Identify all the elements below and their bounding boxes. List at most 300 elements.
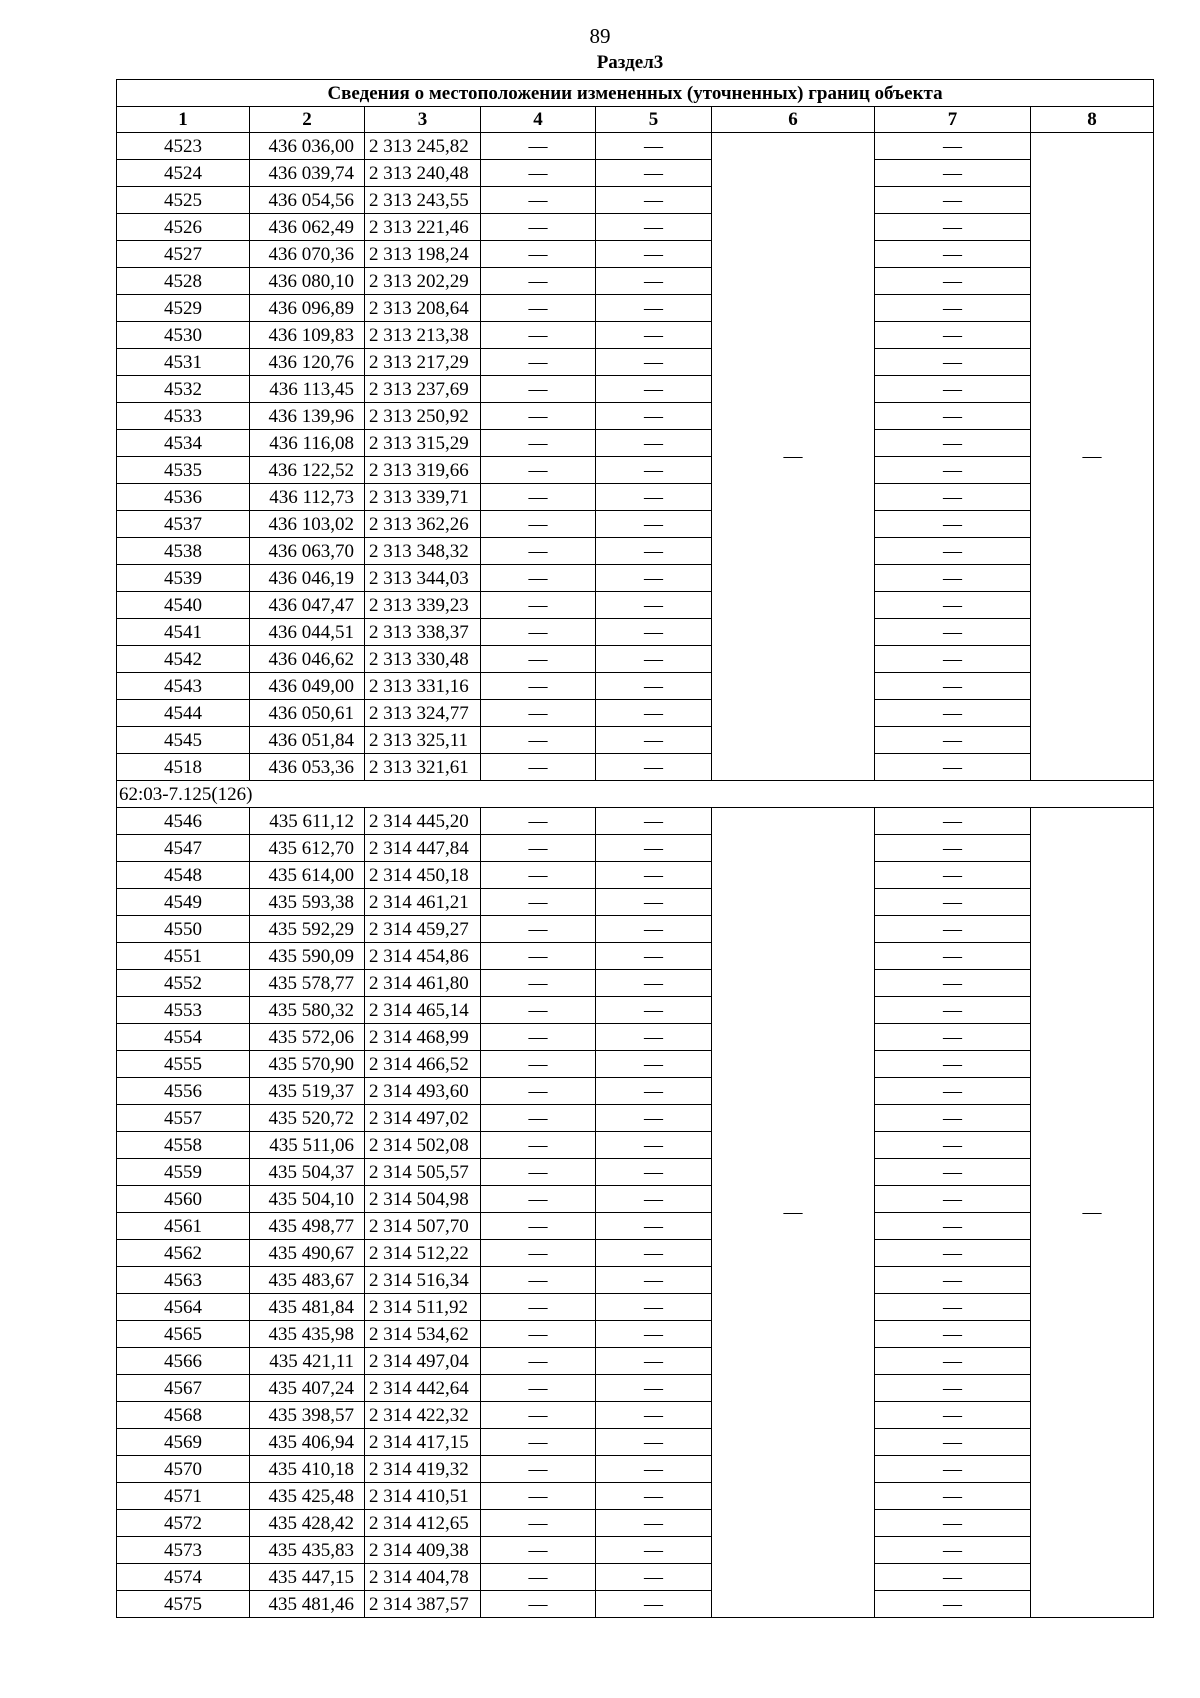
point-number: 4562 (117, 1240, 250, 1267)
coordinate-x: 435 520,72 (250, 1105, 365, 1132)
table-caption: Сведения о местоположении измененных (уточненных) границ объекта (117, 80, 1154, 107)
section-title: Раздел3 (596, 52, 664, 73)
coordinate-x: 435 572,06 (250, 1024, 365, 1051)
col5-value: — (596, 1240, 712, 1267)
coordinate-y: 2 314 417,15 (365, 1429, 481, 1456)
table-row (117, 133, 1154, 160)
table-row (117, 1375, 1154, 1402)
col5-value: — (596, 1402, 712, 1429)
table-row (117, 214, 1154, 241)
col4-value: — (481, 1429, 596, 1456)
coordinate-x: 435 612,70 (250, 835, 365, 862)
point-number: 4568 (117, 1402, 250, 1429)
col5-value: — (596, 1024, 712, 1051)
coordinate-x: 435 481,46 (250, 1591, 365, 1618)
point-number: 4549 (117, 889, 250, 916)
col4-value: — (481, 1348, 596, 1375)
coordinate-y: 2 314 502,08 (365, 1132, 481, 1159)
coordinate-y: 2 314 419,32 (365, 1456, 481, 1483)
col7-value: — (875, 376, 1031, 403)
table-row (117, 322, 1154, 349)
point-number: 4540 (117, 592, 250, 619)
col7-value: — (875, 538, 1031, 565)
coordinate-y: 2 313 208,64 (365, 295, 481, 322)
point-number: 4530 (117, 322, 250, 349)
col7-value: — (875, 916, 1031, 943)
coordinate-y: 2 314 468,99 (365, 1024, 481, 1051)
col4-value: — (481, 295, 596, 322)
column-header: 3 (365, 107, 481, 133)
coordinate-y: 2 313 221,46 (365, 214, 481, 241)
col7-value: — (875, 646, 1031, 673)
table-row (117, 538, 1154, 565)
coordinate-x: 436 120,76 (250, 349, 365, 376)
table-row (117, 997, 1154, 1024)
table-row (117, 1510, 1154, 1537)
col7-value: — (875, 1375, 1031, 1402)
point-number: 4524 (117, 160, 250, 187)
table-row (117, 187, 1154, 214)
point-number: 4547 (117, 835, 250, 862)
col7-value: — (875, 1402, 1031, 1429)
col5-value: — (596, 1186, 712, 1213)
col5-value: — (596, 1105, 712, 1132)
col4-value: — (481, 1456, 596, 1483)
col5-value: — (596, 997, 712, 1024)
coordinate-y: 2 314 504,98 (365, 1186, 481, 1213)
col5-value: — (596, 160, 712, 187)
coordinate-y: 2 313 324,77 (365, 700, 481, 727)
point-number: 4572 (117, 1510, 250, 1537)
table-row (117, 295, 1154, 322)
coordinate-y: 2 314 445,20 (365, 808, 481, 835)
col4-value: — (481, 511, 596, 538)
table-row (117, 1213, 1154, 1240)
coordinate-x: 436 122,52 (250, 457, 365, 484)
table-row (117, 970, 1154, 997)
coordinate-y: 2 313 344,03 (365, 565, 481, 592)
col7-value: — (875, 484, 1031, 511)
col5-value: — (596, 349, 712, 376)
coordinate-x: 435 590,09 (250, 943, 365, 970)
point-number: 4550 (117, 916, 250, 943)
coordinate-y: 2 314 507,70 (365, 1213, 481, 1240)
col4-value: — (481, 1537, 596, 1564)
col4-value: — (481, 916, 596, 943)
coordinate-x: 435 435,98 (250, 1321, 365, 1348)
coordinate-x: 436 112,73 (250, 484, 365, 511)
coordinate-x: 435 519,37 (250, 1078, 365, 1105)
table-row (117, 376, 1154, 403)
col4-value: — (481, 133, 596, 160)
point-number: 4551 (117, 943, 250, 970)
col6-value: — (712, 133, 875, 781)
point-number: 4554 (117, 1024, 250, 1051)
coordinate-x: 435 614,00 (250, 862, 365, 889)
col4-value: — (481, 619, 596, 646)
coordinate-y: 2 313 339,23 (365, 592, 481, 619)
point-number: 4553 (117, 997, 250, 1024)
coordinate-y: 2 314 461,21 (365, 889, 481, 916)
point-number: 4523 (117, 133, 250, 160)
point-number: 4567 (117, 1375, 250, 1402)
col4-value: — (481, 997, 596, 1024)
table-row (117, 1159, 1154, 1186)
col7-value: — (875, 835, 1031, 862)
coordinate-x: 435 425,48 (250, 1483, 365, 1510)
coordinate-x: 436 046,62 (250, 646, 365, 673)
coordinate-y: 2 314 459,27 (365, 916, 481, 943)
point-number: 4533 (117, 403, 250, 430)
coordinate-x: 436 039,74 (250, 160, 365, 187)
col5-value: — (596, 295, 712, 322)
col4-value: — (481, 241, 596, 268)
point-number: 4543 (117, 673, 250, 700)
coordinate-x: 436 063,70 (250, 538, 365, 565)
coordinate-x: 435 593,38 (250, 889, 365, 916)
point-number: 4541 (117, 619, 250, 646)
table-row (117, 943, 1154, 970)
col7-value: — (875, 133, 1031, 160)
col5-value: — (596, 1510, 712, 1537)
table-row (117, 754, 1154, 781)
col5-value: — (596, 619, 712, 646)
col5-value: — (596, 592, 712, 619)
coordinate-y: 2 313 202,29 (365, 268, 481, 295)
col5-value: — (596, 754, 712, 781)
coordinate-x: 436 046,19 (250, 565, 365, 592)
table-row (117, 1321, 1154, 1348)
coordinate-y: 2 313 198,24 (365, 241, 481, 268)
coordinate-x: 435 406,94 (250, 1429, 365, 1456)
col4-value: — (481, 1240, 596, 1267)
col4-value: — (481, 1051, 596, 1078)
col7-value: — (875, 430, 1031, 457)
coordinate-x: 436 049,00 (250, 673, 365, 700)
col5-value: — (596, 1159, 712, 1186)
coordinate-x: 435 580,32 (250, 997, 365, 1024)
col7-value: — (875, 565, 1031, 592)
coordinate-y: 2 314 516,34 (365, 1267, 481, 1294)
column-header: 8 (1031, 107, 1154, 133)
coordinate-y: 2 314 534,62 (365, 1321, 481, 1348)
col5-value: — (596, 1348, 712, 1375)
col7-value: — (875, 619, 1031, 646)
coordinate-x: 435 570,90 (250, 1051, 365, 1078)
coordinate-x: 436 054,56 (250, 187, 365, 214)
col4-value: — (481, 430, 596, 457)
col7-value: — (875, 754, 1031, 781)
point-number: 4564 (117, 1294, 250, 1321)
col7-value: — (875, 241, 1031, 268)
col7-value: — (875, 889, 1031, 916)
table-row (117, 889, 1154, 916)
col7-value: — (875, 673, 1031, 700)
point-number: 4571 (117, 1483, 250, 1510)
coordinate-y: 2 314 466,52 (365, 1051, 481, 1078)
col7-value: — (875, 1456, 1031, 1483)
point-number: 4527 (117, 241, 250, 268)
col4-value: — (481, 970, 596, 997)
col5-value: — (596, 1321, 712, 1348)
point-number: 4531 (117, 349, 250, 376)
col4-value: — (481, 1159, 596, 1186)
col5-value: — (596, 511, 712, 538)
coordinate-x: 435 428,42 (250, 1510, 365, 1537)
coordinate-y: 2 314 410,51 (365, 1483, 481, 1510)
col7-value: — (875, 1159, 1031, 1186)
coordinate-x: 436 080,10 (250, 268, 365, 295)
col5-value: — (596, 943, 712, 970)
col5-value: — (596, 727, 712, 754)
table-body (117, 133, 1154, 1618)
col4-value: — (481, 1132, 596, 1159)
table-row (117, 457, 1154, 484)
col4-value: — (481, 322, 596, 349)
table-row (117, 1105, 1154, 1132)
coordinate-y: 2 314 454,86 (365, 943, 481, 970)
point-number: 4536 (117, 484, 250, 511)
table-row (117, 160, 1154, 187)
col7-value: — (875, 727, 1031, 754)
table-row (117, 1591, 1154, 1618)
col4-value: — (481, 1024, 596, 1051)
table-row (117, 700, 1154, 727)
boundary-coordinates-table (116, 79, 1154, 1618)
table-row (117, 1294, 1154, 1321)
col5-value: — (596, 1456, 712, 1483)
table-row (117, 268, 1154, 295)
coordinate-x: 435 611,12 (250, 808, 365, 835)
point-number: 4560 (117, 1186, 250, 1213)
coordinate-y: 2 314 465,14 (365, 997, 481, 1024)
col4-value: — (481, 862, 596, 889)
coordinate-x: 435 511,06 (250, 1132, 365, 1159)
coordinate-y: 2 313 338,37 (365, 619, 481, 646)
coordinate-y: 2 314 497,02 (365, 1105, 481, 1132)
col5-value: — (596, 430, 712, 457)
table-row (117, 1132, 1154, 1159)
col4-value: — (481, 1078, 596, 1105)
group-row (117, 781, 1154, 808)
col5-value: — (596, 241, 712, 268)
col4-value: — (481, 1402, 596, 1429)
coordinate-x: 435 483,67 (250, 1267, 365, 1294)
point-number: 4574 (117, 1564, 250, 1591)
col7-value: — (875, 160, 1031, 187)
col5-value: — (596, 646, 712, 673)
point-number: 4569 (117, 1429, 250, 1456)
col7-value: — (875, 1186, 1031, 1213)
point-number: 4532 (117, 376, 250, 403)
col5-value: — (596, 457, 712, 484)
point-number: 4573 (117, 1537, 250, 1564)
col7-value: — (875, 295, 1031, 322)
col5-value: — (596, 862, 712, 889)
point-number: 4558 (117, 1132, 250, 1159)
coordinate-y: 2 314 461,80 (365, 970, 481, 997)
col4-value: — (481, 187, 596, 214)
col5-value: — (596, 1132, 712, 1159)
coordinate-x: 435 592,29 (250, 916, 365, 943)
table-row (117, 430, 1154, 457)
table-row (117, 484, 1154, 511)
table-row (117, 1267, 1154, 1294)
coordinate-x: 435 498,77 (250, 1213, 365, 1240)
col7-value: — (875, 1024, 1031, 1051)
col7-value: — (875, 1267, 1031, 1294)
col7-value: — (875, 1051, 1031, 1078)
col5-value: — (596, 1429, 712, 1456)
col4-value: — (481, 1321, 596, 1348)
col5-value: — (596, 835, 712, 862)
point-number: 4555 (117, 1051, 250, 1078)
coordinate-x: 435 504,37 (250, 1159, 365, 1186)
col4-value: — (481, 808, 596, 835)
point-number: 4570 (117, 1456, 250, 1483)
cadastral-group-label: 62:03-7.125(126) (117, 781, 1154, 808)
column-header: 5 (596, 107, 712, 133)
col7-value: — (875, 1294, 1031, 1321)
table-row (117, 1564, 1154, 1591)
table-row (117, 835, 1154, 862)
coordinate-y: 2 313 330,48 (365, 646, 481, 673)
col7-value: — (875, 1537, 1031, 1564)
col4-value: — (481, 1105, 596, 1132)
col7-value: — (875, 511, 1031, 538)
col7-value: — (875, 808, 1031, 835)
coordinate-y: 2 313 319,66 (365, 457, 481, 484)
col4-value: — (481, 376, 596, 403)
point-number: 4534 (117, 430, 250, 457)
col7-value: — (875, 1105, 1031, 1132)
coordinate-y: 2 313 362,26 (365, 511, 481, 538)
col4-value: — (481, 700, 596, 727)
col5-value: — (596, 214, 712, 241)
point-number: 4529 (117, 295, 250, 322)
coordinate-x: 435 398,57 (250, 1402, 365, 1429)
col7-value: — (875, 349, 1031, 376)
col5-value: — (596, 700, 712, 727)
col4-value: — (481, 835, 596, 862)
column-header: 1 (117, 107, 250, 133)
col7-value: — (875, 970, 1031, 997)
coordinate-y: 2 314 442,64 (365, 1375, 481, 1402)
coordinate-x: 436 139,96 (250, 403, 365, 430)
column-header: 6 (712, 107, 875, 133)
col4-value: — (481, 673, 596, 700)
table-row (117, 1348, 1154, 1375)
table-row (117, 916, 1154, 943)
coordinate-y: 2 313 348,32 (365, 538, 481, 565)
table-row (117, 1078, 1154, 1105)
col5-value: — (596, 1591, 712, 1618)
coordinate-y: 2 314 422,32 (365, 1402, 481, 1429)
col4-value: — (481, 1564, 596, 1591)
col8-value: — (1031, 133, 1154, 781)
coordinate-y: 2 314 450,18 (365, 862, 481, 889)
point-number: 4526 (117, 214, 250, 241)
point-number: 4548 (117, 862, 250, 889)
coordinate-y: 2 314 505,57 (365, 1159, 481, 1186)
coordinate-y: 2 313 325,11 (365, 727, 481, 754)
col4-value: — (481, 943, 596, 970)
point-number: 4537 (117, 511, 250, 538)
col7-value: — (875, 1078, 1031, 1105)
col5-value: — (596, 673, 712, 700)
col7-value: — (875, 862, 1031, 889)
coordinate-y: 2 313 321,61 (365, 754, 481, 781)
col4-value: — (481, 565, 596, 592)
point-number: 4525 (117, 187, 250, 214)
col5-value: — (596, 565, 712, 592)
table-row (117, 1537, 1154, 1564)
coordinate-y: 2 313 331,16 (365, 673, 481, 700)
col4-value: — (481, 160, 596, 187)
coordinate-x: 436 103,02 (250, 511, 365, 538)
table-row (117, 1483, 1154, 1510)
col4-value: — (481, 1186, 596, 1213)
col5-value: — (596, 322, 712, 349)
point-number: 4542 (117, 646, 250, 673)
table-row (117, 1024, 1154, 1051)
point-number: 4539 (117, 565, 250, 592)
col5-value: — (596, 1483, 712, 1510)
col7-value: — (875, 457, 1031, 484)
point-number: 4518 (117, 754, 250, 781)
table-row (117, 241, 1154, 268)
col7-value: — (875, 1564, 1031, 1591)
table-row (117, 646, 1154, 673)
col5-value: — (596, 538, 712, 565)
point-number: 4545 (117, 727, 250, 754)
table-row (117, 565, 1154, 592)
coordinate-y: 2 313 237,69 (365, 376, 481, 403)
point-number: 4556 (117, 1078, 250, 1105)
col8-value: — (1031, 808, 1154, 1618)
coordinate-y: 2 314 511,92 (365, 1294, 481, 1321)
col7-value: — (875, 322, 1031, 349)
col4-value: — (481, 646, 596, 673)
col7-value: — (875, 997, 1031, 1024)
col5-value: — (596, 484, 712, 511)
col7-value: — (875, 1429, 1031, 1456)
coordinate-x: 436 047,47 (250, 592, 365, 619)
col5-value: — (596, 1375, 712, 1402)
coordinate-y: 2 313 245,82 (365, 133, 481, 160)
coordinate-x: 436 113,45 (250, 376, 365, 403)
table-row (117, 403, 1154, 430)
coordinate-x: 436 070,36 (250, 241, 365, 268)
point-number: 4552 (117, 970, 250, 997)
col7-value: — (875, 1348, 1031, 1375)
coordinate-y: 2 314 412,65 (365, 1510, 481, 1537)
col5-value: — (596, 970, 712, 997)
coordinate-x: 435 481,84 (250, 1294, 365, 1321)
col4-value: — (481, 1483, 596, 1510)
col7-value: — (875, 1132, 1031, 1159)
col4-value: — (481, 727, 596, 754)
col7-value: — (875, 943, 1031, 970)
col4-value: — (481, 538, 596, 565)
col4-value: — (481, 1267, 596, 1294)
col5-value: — (596, 376, 712, 403)
point-number: 4557 (117, 1105, 250, 1132)
col7-value: — (875, 1483, 1031, 1510)
coordinate-x: 436 036,00 (250, 133, 365, 160)
coordinate-x: 435 578,77 (250, 970, 365, 997)
coordinate-y: 2 313 217,29 (365, 349, 481, 376)
